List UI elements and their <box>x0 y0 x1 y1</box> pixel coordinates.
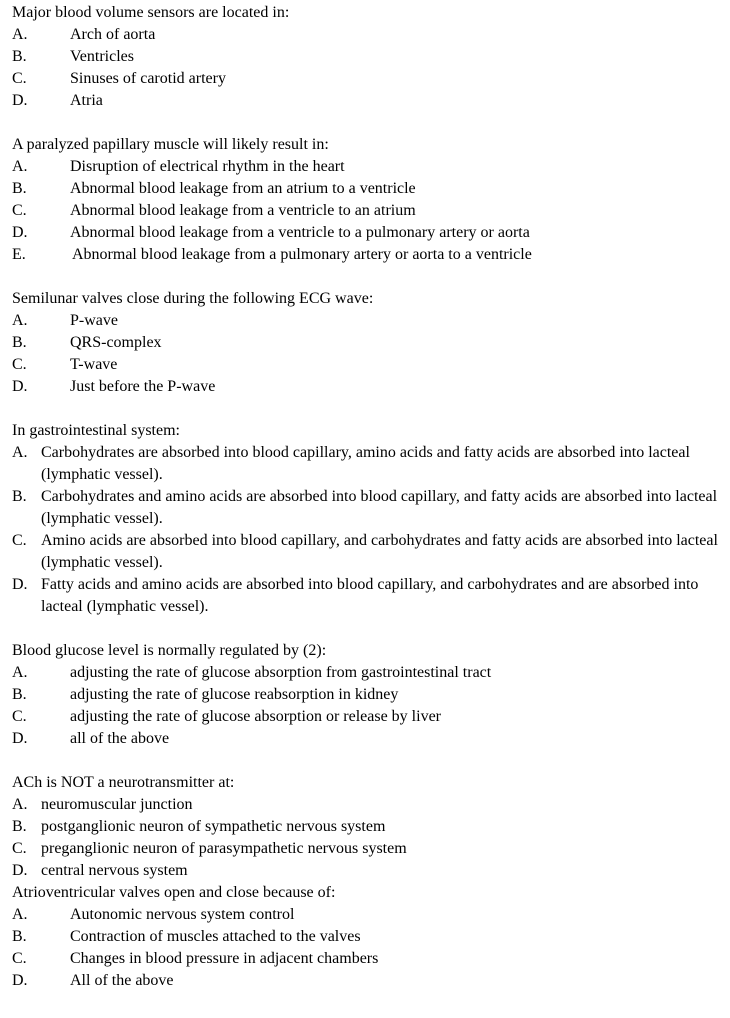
question-3 <box>12 288 724 398</box>
question-6 <box>12 772 724 882</box>
question-stem: Blood glucose level is normally regulated by (2): <box>12 642 327 659</box>
spacer <box>12 618 724 640</box>
option-letter: C. <box>12 70 27 87</box>
option-text: Changes in blood pressure in adjacent chambers <box>70 950 379 967</box>
option-letter: A. <box>12 796 28 813</box>
question-stem: Major blood volume sensors are located in: <box>12 4 290 21</box>
question-2 <box>12 134 724 266</box>
option-text: Abnormal blood leakage from a ventricle to an atrium <box>70 202 416 219</box>
question-4 <box>12 420 724 618</box>
option-text: Abnormal blood leakage from an atrium to a ventricle <box>70 180 416 197</box>
option-a <box>12 24 724 46</box>
option-c <box>12 200 724 222</box>
question-stem: Semilunar valves close during the following ECG wave: <box>12 290 374 307</box>
option-d <box>12 222 724 244</box>
option-text: Contraction of muscles attached to the valves <box>70 928 361 945</box>
option-letter: A. <box>12 312 28 329</box>
question-stem: A paralyzed papillary muscle will likely result in: <box>12 136 329 153</box>
option-a <box>12 156 724 178</box>
option-c <box>12 838 724 860</box>
option-letter: D. <box>12 972 28 989</box>
option-text: All of the above <box>70 972 174 989</box>
option-text: Carbohydrates and amino acids are absorbed into blood capillary, and fatty acids are absorbed into lacteal (lymphatic vessel). <box>41 488 718 527</box>
option-text: Just before the P-wave <box>70 378 216 395</box>
option-letter: D. <box>12 576 28 593</box>
option-letter: E. <box>12 246 26 263</box>
option-d <box>12 970 724 992</box>
option-text: central nervous system <box>41 862 188 879</box>
spacer <box>12 266 724 288</box>
option-text: Ventricles <box>70 48 134 65</box>
option-letter: B. <box>12 180 27 197</box>
option-letter: D. <box>12 730 28 747</box>
question-stem: ACh is NOT a neurotransmitter at: <box>12 774 235 791</box>
option-text: Carbohydrates are absorbed into blood capillary, amino acids and fatty acids are absorbed into lacteal (lymphatic vessel). <box>41 444 690 483</box>
option-letter: C. <box>12 356 27 373</box>
option-b <box>12 486 724 530</box>
option-text: Amino acids are absorbed into blood capillary, and carbohydrates and fatty acids are absorbed into lacteal (lymphatic vessel). <box>41 532 718 571</box>
option-e <box>12 244 724 266</box>
option-d <box>12 860 724 882</box>
spacer <box>12 750 724 772</box>
option-text: all of the above <box>70 730 170 747</box>
question-7 <box>12 882 724 992</box>
spacer <box>12 398 724 420</box>
option-text: P-wave <box>70 312 118 329</box>
option-letter: B. <box>12 928 27 945</box>
option-letter: C. <box>12 532 27 549</box>
option-letter: D. <box>12 378 28 395</box>
option-letter: B. <box>12 48 27 65</box>
option-letter: B. <box>12 686 27 703</box>
option-text: Sinuses of carotid artery <box>70 70 226 87</box>
option-letter: A. <box>12 26 28 43</box>
option-b <box>12 178 724 200</box>
option-b <box>12 332 724 354</box>
option-text: adjusting the rate of glucose absorption or release by liver <box>70 708 441 725</box>
option-d <box>12 90 724 112</box>
option-b <box>12 46 724 68</box>
option-text: Atria <box>70 92 103 109</box>
option-text: postganglionic neuron of sympathetic nervous system <box>41 818 386 835</box>
option-text: neuromuscular junction <box>41 796 193 813</box>
option-text: Disruption of electrical rhythm in the heart <box>70 158 345 175</box>
option-letter: A. <box>12 158 28 175</box>
option-b <box>12 684 724 706</box>
option-letter: C. <box>12 202 27 219</box>
option-d <box>12 574 724 618</box>
option-letter: A. <box>12 664 28 681</box>
option-letter: B. <box>12 818 27 835</box>
option-letter: D. <box>12 224 28 241</box>
question-stem: Atrioventricular valves open and close because of: <box>12 884 336 901</box>
question-1 <box>12 2 724 112</box>
option-c <box>12 706 724 728</box>
option-text: adjusting the rate of glucose absorption from gastrointestinal tract <box>70 664 492 681</box>
option-text: Abnormal blood leakage from a pulmonary artery or aorta to a ventricle <box>72 246 532 263</box>
option-letter: D. <box>12 862 28 879</box>
option-text: Fatty acids and amino acids are absorbed into blood capillary, and carbohydrates and are absorbed into lacteal (lymphatic vessel). <box>41 576 699 615</box>
option-b <box>12 816 724 838</box>
option-text: T-wave <box>70 356 118 373</box>
option-a <box>12 794 724 816</box>
option-a <box>12 662 724 684</box>
option-c <box>12 530 724 574</box>
quiz-document <box>12 2 724 992</box>
option-c <box>12 354 724 376</box>
question-stem: In gastrointestinal system: <box>12 422 180 439</box>
question-5 <box>12 640 724 750</box>
option-letter: B. <box>12 488 27 505</box>
spacer <box>12 112 724 134</box>
option-text: Arch of aorta <box>70 26 156 43</box>
option-a <box>12 310 724 332</box>
option-letter: D. <box>12 92 28 109</box>
option-a <box>12 904 724 926</box>
option-a <box>12 442 724 486</box>
option-letter: C. <box>12 708 27 725</box>
option-b <box>12 926 724 948</box>
option-text: preganglionic neuron of parasympathetic nervous system <box>41 840 407 857</box>
option-d <box>12 376 724 398</box>
option-text: Autonomic nervous system control <box>70 906 295 923</box>
option-letter: C. <box>12 840 27 857</box>
option-c <box>12 948 724 970</box>
option-letter: B. <box>12 334 27 351</box>
option-text: adjusting the rate of glucose reabsorption in kidney <box>70 686 399 703</box>
option-d <box>12 728 724 750</box>
option-text: Abnormal blood leakage from a ventricle to a pulmonary artery or aorta <box>70 224 530 241</box>
option-letter: A. <box>12 444 28 461</box>
option-c <box>12 68 724 90</box>
option-letter: C. <box>12 950 27 967</box>
option-text: QRS-complex <box>70 334 162 351</box>
option-letter: A. <box>12 906 28 923</box>
